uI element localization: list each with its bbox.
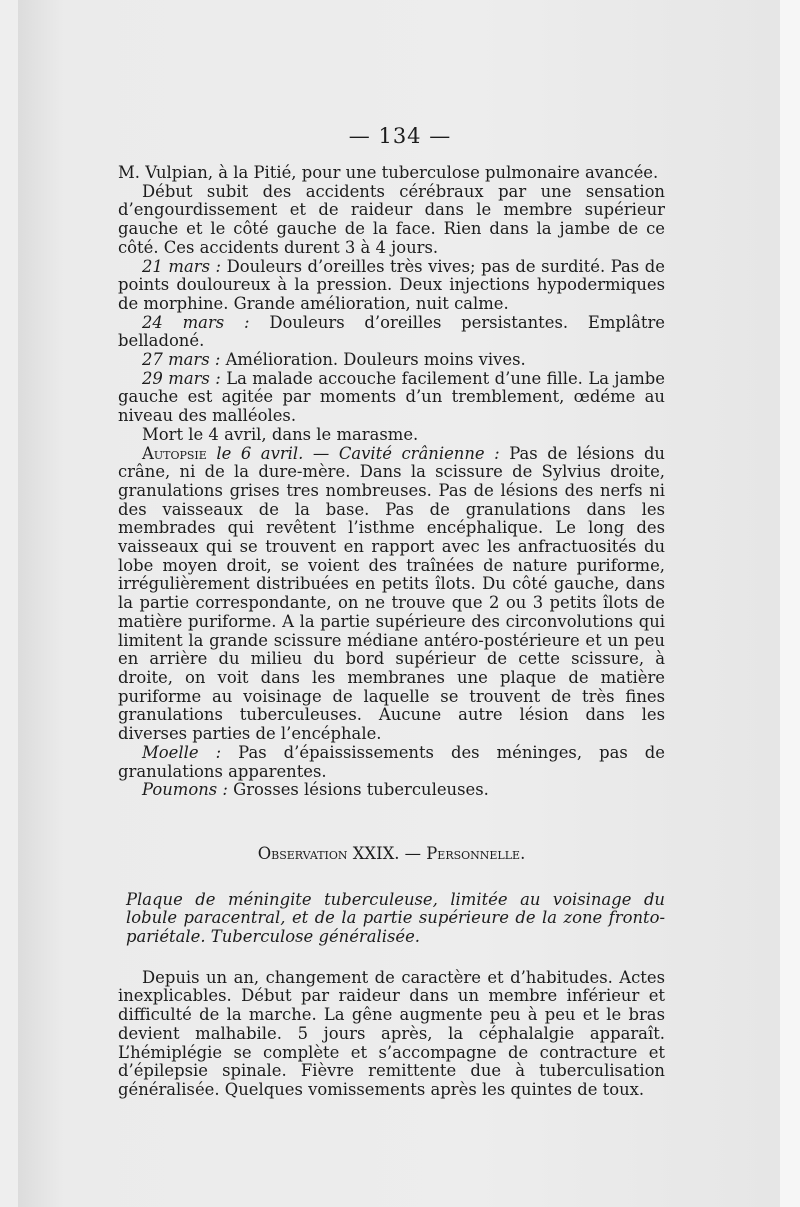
paragraph-29-mars [118, 370, 665, 426]
text-21-mars: Douleurs d’oreilles très vives; pas de surdité. Pas de points douloureux à la pression. Deux injections hypodermiques de morphine. Grande amélioration, nuit calme. [118, 256, 665, 313]
observation-title: Observation XXIX. — Personnelle. [257, 843, 526, 863]
paragraph-27-mars [118, 351, 665, 370]
paragraph-poumons [118, 781, 665, 800]
paragraph-vulpian: M. Vulpian, à la Pitié, pour une tuberculose pulmonaire avancée. [118, 163, 659, 182]
text-24-mars: Douleurs d’oreilles persistantes. Emplâtre belladoné. [118, 312, 665, 351]
autopsie-heading: Autopsie [142, 443, 207, 463]
paragraph-21-mars [118, 258, 665, 314]
paragraph-moelle [118, 744, 665, 781]
date-27-mars: 27 mars : [142, 350, 221, 370]
autopsie-text: Pas de lésions du crâne, ni de la dure-mère. Dans la scissure de Sylvius droite, granulations grises tres nombreuses. Pas de lésions des nerfs ni des vaisseaux de la base. Pas de granulations dans les membrades qui revêtent l’isthme encéphalique. Le long des vaisseaux qui se trouvent en rapport avec les anfractuosités du lobe moyen droit, se voient des traînées de nature puriforme, irrégulièrement distribuées en petits îlots. Du côté gauche, dans la partie correspondante, on ne trouve que 2 ou 3 petits îlots de matière puriforme. A la partie supérieure des circonvolutions qui limitent la grande scissure médiane antéro-postérieure et un peu en arrière du milieu du bord supérieur de cette scissure, à droite, on voit dans les membranes une plaque de matière puriforme au voisinage de laquelle se trouvent de très fines granulations tuberculeuses. Aucune autre lésion dans les diverses parties de l’encéphale. [118, 443, 665, 744]
paragraph-debut: Début subit des accidents cérébraux par une sensation d’engourdissement et de raideur dans le membre supérieur gauche et le côté gauche de la face. Rien dans la jambe de ce côté. Ces accidents durent 3 à 4 jours. [118, 181, 665, 257]
paragraph-24-mars [118, 314, 665, 351]
page-number: — 134 — [348, 124, 452, 148]
body-text [118, 164, 665, 1100]
text-29-mars: La malade accouche facilement d’une fille. La jambe gauche est agitée par moments d’un tremblement, œdéme au niveau des malléoles. [118, 368, 665, 426]
text-27-mars: Amélioration. Douleurs moins vives. [220, 350, 526, 370]
poumons-label: Poumons : [142, 780, 228, 800]
date-24-mars: 24 mars : [142, 312, 250, 332]
poumons-text: Grosses lésions tuberculeuses. [227, 780, 489, 800]
date-21-mars: 21 mars : [142, 256, 222, 276]
paragraph-autopsie [118, 445, 665, 744]
paragraph-depuis: Depuis un an, changement de caractère et d’habitudes. Actes inexplicables. Début par raideur dans un membre inférieur et difficulté de la marche. La gêne augmente peu à peu et le bras devient malhabile. 5 jours après, la céphalalgie apparaît. L’hémiplégie se complète et s’accompagne de contracture et d’épilepsie spinale. Fièvre remittente due à tuberculisation généralisée. Quelques vomissements après les quintes de toux. [118, 967, 665, 1099]
observation-abstract: Plaque de méningite tuberculeuse, limitée au voisinage du lobule paracentral, et de la partie supérieure de la zone fronto-pariétale. Tuberculose généralisée. [126, 889, 665, 947]
paragraph-mort: Mort le 4 avril, dans le marasme. [142, 424, 419, 444]
page-edge [780, 0, 800, 1207]
autopsie-date: le 6 avril. — Cavité crânienne : [206, 443, 500, 463]
moelle-label: Moelle : [142, 742, 222, 762]
moelle-text: Pas d’épaississements des méninges, pas de granulations apparentes. [118, 742, 665, 781]
date-29-mars: 29 mars : [142, 368, 221, 388]
